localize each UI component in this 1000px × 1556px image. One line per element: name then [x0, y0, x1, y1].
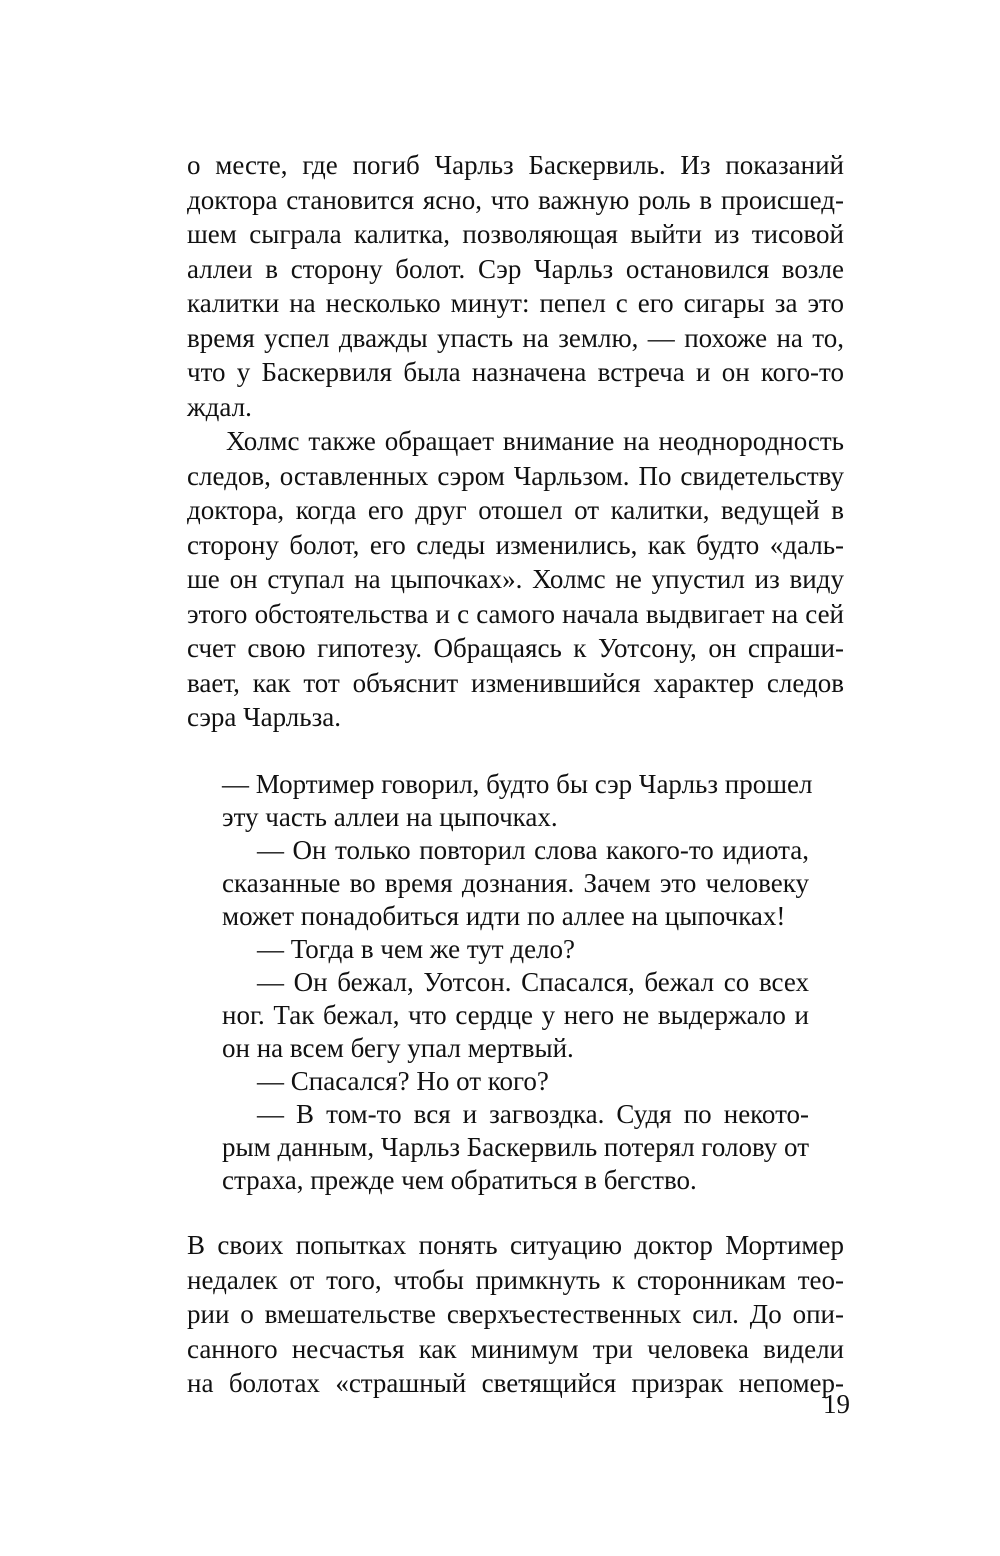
quote-line: эту часть аллеи на цыпочках.	[222, 802, 558, 832]
text-line: рии о вмешательстве сверхъестественных сил. До опи-	[187, 1299, 844, 1329]
quote-line: — Тогда в чем же тут дело?	[257, 934, 576, 964]
quote-line: ног. Так бежал, что сердце у него не выдержало и	[222, 1000, 809, 1030]
text-line: сторону болот, его следы изменились, как будто «даль-	[187, 530, 844, 560]
quote-line: он на всем бегу упал мертвый.	[222, 1033, 574, 1063]
text-line: следов, оставленных сэром Чарльзом. По свидетельству	[187, 461, 844, 491]
text-line: время успел дважды упасть на землю, — похоже на то,	[187, 323, 844, 353]
quote-line: — Мортимер говорил, будто бы сэр Чарльз прошел	[222, 769, 813, 799]
quote-line: — Спасался? Но от кого?	[257, 1066, 549, 1096]
text-line: недалек от того, чтобы примкнуть к сторонникам тео-	[187, 1265, 844, 1295]
text-line: ше он ступал на цыпочках». Холмс не упустил из виду	[187, 564, 844, 594]
text-line: о месте, где погиб Чарльз Баскервиль. Из показаний	[187, 150, 844, 180]
text-line: этого обстоятельства и с самого начала выдвигает на сей	[187, 599, 844, 629]
text-line: сэра Чарльза.	[187, 702, 341, 732]
page-number: 19	[823, 1389, 850, 1419]
text-line: калитки на несколько минут: пепел с его сигары за это	[187, 288, 844, 318]
text-line: доктора становится ясно, что важную роль в происшед-	[187, 185, 844, 215]
text-line: доктора, когда его друг отошел от калитки, ведущей в	[187, 495, 844, 525]
quote-line: рым данным, Чарльз Баскервиль потерял голову от	[222, 1132, 809, 1162]
quote-line: может понадобиться идти по аллее на цыпочках!	[222, 901, 786, 931]
text-line: аллеи в сторону болот. Сэр Чарльз остановился возле	[187, 254, 844, 284]
text-line: счет свою гипотезу. Обращаясь к Уотсону, он спраши-	[187, 633, 844, 663]
text-line: что у Баскервиля была назначена встреча и он кого-то	[187, 357, 844, 387]
quote-line: — В том-то вся и загвоздка. Судя по некото-	[257, 1099, 809, 1129]
text-line: ждал.	[187, 392, 252, 422]
quote-line: страха, прежде чем обратиться в бегство.	[222, 1165, 697, 1195]
quote-line: сказанные во время дознания. Зачем это человеку	[222, 868, 809, 898]
text-line: Холмс также обращает внимание на неоднородность	[226, 426, 844, 456]
quote-line: — Он бежал, Уотсон. Спасался, бежал со всех	[257, 967, 809, 997]
quote-line: — Он только повторил слова какого-то идиота,	[257, 835, 809, 865]
text-line: санного несчастья как минимум три человека видели	[187, 1334, 844, 1364]
text-line: вает, как тот объяснит изменившийся характер следов	[187, 668, 844, 698]
text-line: шем сыграла калитка, позволяющая выйти из тисовой	[187, 219, 844, 249]
text-line: В своих попытках понять ситуацию доктор Мортимер	[187, 1230, 844, 1260]
text-line: на болотах «страшный светящийся призрак непомер-	[187, 1368, 844, 1398]
